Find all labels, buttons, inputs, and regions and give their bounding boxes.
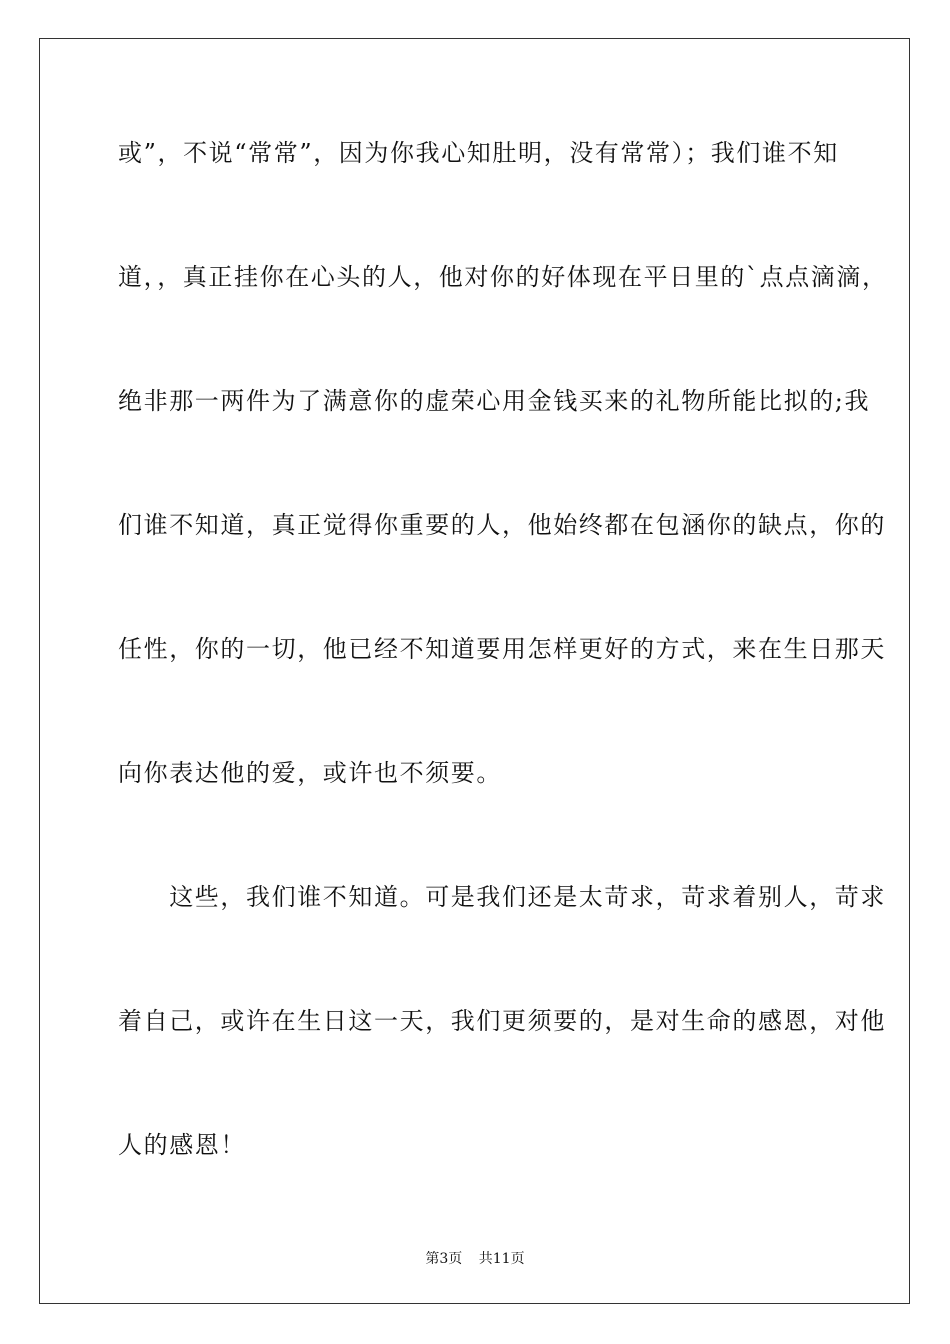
text-line-2: 道，，真正挂你在心头的人，他对你的好体现在平日里的`点点滴滴， (118, 263, 888, 291)
page-footer (0, 1248, 950, 1268)
text-line-3: 绝非那一两件为了满意你的虚荣心用金钱买来的礼物所能比拟的;我 (118, 387, 871, 415)
text-line-8: 着自己，或许在生日这一天，我们更须要的，是对生命的感恩，对他 (118, 1007, 886, 1035)
page-total: 共11页 (478, 1251, 525, 1267)
text-line-6: 向你表达他的爱，或许也不须要。 (118, 759, 502, 787)
text-line-1: 或”，不说“常常”，因为你我心知肚明，没有常常）；我们谁不知 (118, 139, 839, 167)
text-line-9: 人的感恩！ (118, 1131, 246, 1159)
text-line-4: 们谁不知道，真正觉得你重要的人，他始终都在包涵你的缺点，你的 (118, 511, 886, 539)
text-line-7: 这些，我们谁不知道。可是我们还是太苛求，苛求着别人，苛求 (118, 883, 886, 911)
page-number: 第3页 (425, 1251, 463, 1267)
page-frame (39, 38, 910, 1304)
text-line-5: 任性，你的一切，他已经不知道要用怎样更好的方式，来在生日那天 (118, 635, 886, 663)
